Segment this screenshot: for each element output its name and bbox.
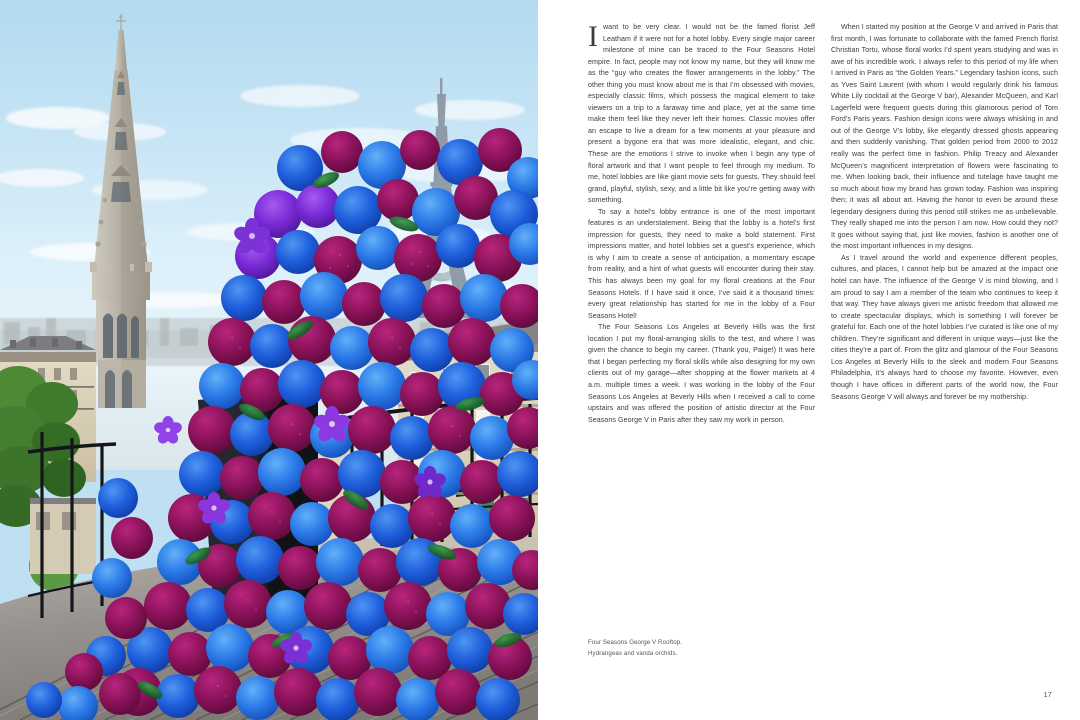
paragraph-right-1: When I started my position at the George V and arrived in Paris that first month, I was fortunate to collaborate with the famed French florist Christian Tortu, whose floral works I’d spent years studying and was in awe of his incredible work. I always refer to this period of my life when I arrived in Paris as “the Golden Years.” Legendary fashion icons, such as Yves Saint Laurent (with whom I would regularly drink his famous White Lily cocktail at the George V bar), Alexander McQueen, and Karl Lagerfeld were frequent guests during this glamorous period of Tom Ford’s Paris years. Fashion design icons were always whisking in and out of the George V’s lobby, like elegantly dressed ghosts appearing and then suddenly vanishing. That golden period from 2000 to 2012 really was the perfect time in fashion. Philip Treacy and Alexander McQueen’s magnificent interpretation of flowers were fascinating to me. When looking back, their influence and tutelage have taught me so much about how my brand has grown today. Fashion was inspiring then; it was all about art. Having the honor to even be around these legendary designers during this period still strikes me as unbelievable. They really shaped me into the person I am now. How could they not? It goes without saying that, just like movies, fashion is another one of the most important influences in my designs. <box>831 23 1058 251</box>
drop-cap-letter: I <box>588 20 598 53</box>
paragraph-left-3: The Four Seasons Los Angeles at Beverly Hills was the first location I put my floral-arranging skills to the test, and where I was given the chance to begin my career. (Thank you, Paige!) It was here that I began perfecting my floral skills while also designing for my own clients out of my garage—after shopping at the flower markets at 4 a.m. multiple times a week. I was working in the lobby of the Four Seasons Los Angeles at Beverly Hills when I received a call to come upstairs and was offered the position of artistic director at the Four Seasons George V in Paris after they saw my work in person. <box>588 323 815 424</box>
caption-line-2: Hydrangeas and vanda orchids. <box>588 650 678 658</box>
column-left <box>588 22 815 426</box>
caption-line-1: Four Seasons George V Rooftop. <box>588 639 683 646</box>
photo-caption <box>588 637 818 659</box>
dropcap-paragraph <box>588 22 815 207</box>
article-columns <box>588 22 1058 552</box>
four-seasons-george-v-rooftop-photo <box>0 0 538 720</box>
photo-page <box>0 0 538 720</box>
page-number: 17 <box>1043 690 1052 699</box>
column-right <box>831 22 1058 403</box>
text-page <box>538 0 1080 720</box>
paragraph-left-1: want to be very clear. I would not be the famed florist Jeff Leatham if it were not for a hotel lobby. Every single major career milestone of mine can be traced to the Four Seasons Hotel empire. In fact, people may not know my name, but they will know me as the “guy who creates the flower arrangements in the lobby.” The other thing you must know about me is that I’m obsessed with movies, especially classic films, which possess the magical element to take viewers on a trip to a faraway time and place, yet at the same time make them feel like they never left their homes. Classic movies offer an escape to live a dream for a few moments at your pleasure and present a bygone era that was more idealistic, elegant, and chic. These are the emotions I strive to invoke when I begin any type of floral artwork and that I want people to feel through my medium. To me, hotel lobbies are like giant movie sets for guests. They should feel grand, playful, stylish, sexy, and a little bit like you’re getting away with something. <box>588 23 815 205</box>
paragraph-right-2: As I travel around the world and experience different peoples, cultures, and places, I cannot help but be amazed at the impact one hotel can have. The influence of the George V is mind blowing, and I am proud to say I am a member of the team who continues to keep it that way. They have always given me artistic freedom that allowed me to create spectacular displays, which is something I will forever be grateful for. Each one of the hotel lobbies I’ve curated is like one of my children. They’re significant and different in unique ways—just like the cities they’re a part of. From the glitz and glamour of the Four Seasons Los Angeles at Beverly Hills to the sleek and modern Four Seasons Philadelphia, it’s always hard to choose my favorite. However, even though I have offices in different parts of the world now, the Four Seasons George V will always and forever be my mothership. <box>831 253 1058 401</box>
paragraph-left-2: To say a hotel’s lobby entrance is one of the most important features is an understatement. Being that the lobby is a hotel’s first impression for guests, they need to make a bold statement. First impressions matter, and hotel lobbies set a guest’s experience, which is why I aim to create a sense of anticipation, a momentary escape from reality, and a hint of what guests will encounter during their stay. This has always been my goal for my floral creations at the Four Seasons Hotels. If I have said it once, I’ve said it a thousand times: every great relationship has started for me in the lobby of a Four Seasons Hotel! <box>588 207 815 320</box>
